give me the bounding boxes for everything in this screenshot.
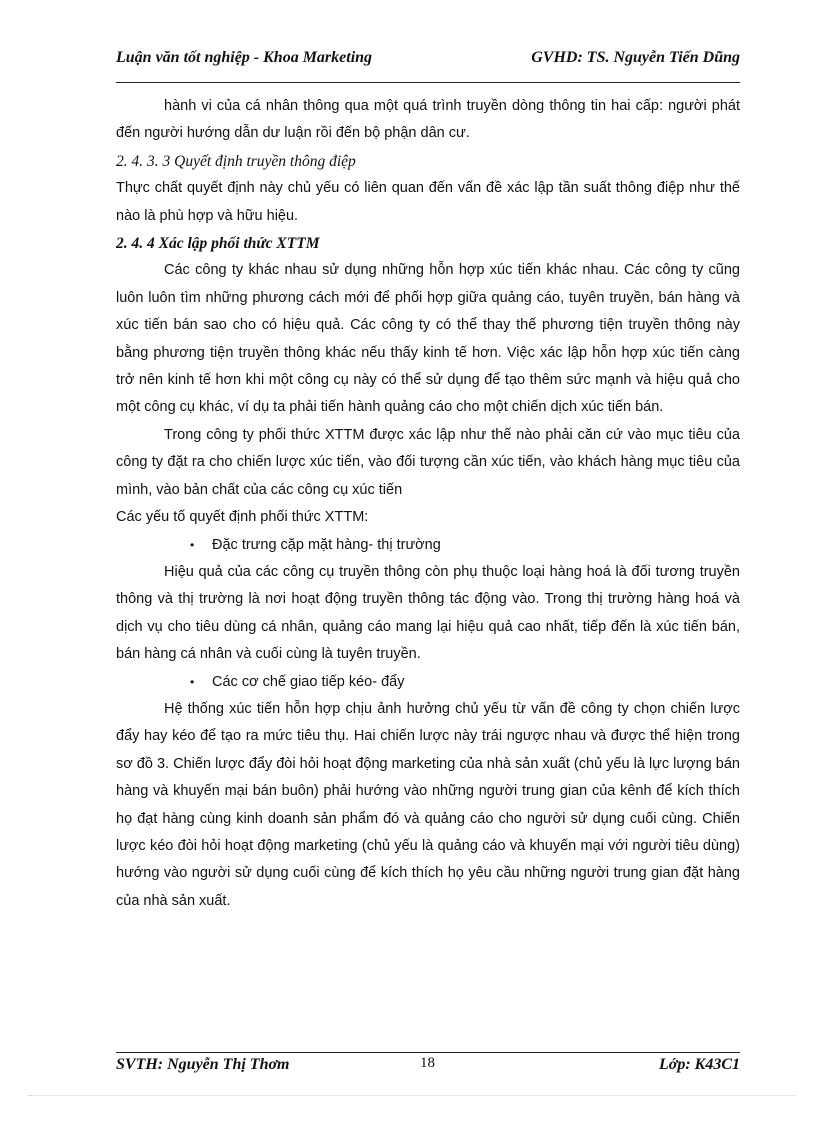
header-thesis-title: Luận văn tốt nghiệp - Khoa Marketing: [116, 49, 373, 66]
paragraph-mix-basis: Trong công ty phối thức XTTM được xác lập như thế nào phải căn cứ vào mục tiêu của công ty đặt ra cho chiến lược xúc tiến, vào đối tượng cần xúc tiến, vào khách hàng mục tiêu của mình, vào bản chất của các công cụ xúc tiến: [116, 426, 740, 498]
paragraph-continuation: hành vi của cá nhân thông qua một quá trình truyền dòng thông tin hai cấp: người phát đến người hướng dẫn dư luận rồi đến bộ phận dân cư.: [116, 98, 740, 142]
paragraph-tool-effectiveness: Hiệu quả của các công cụ truyền thông còn phụ thuộc loại hàng hoá là đối tương truyền thông và thị trường là nơi hoạt động truyền thông tác động vào. Trong thị trường hàng hoá và dịch vụ cho tiêu dùng cá nhân, quảng cáo mang lại hiệu quả cao nhất, tiếp đến là xúc tiến bán, bán hàng cá nhân và cuối cùng là tuyên truyền.: [116, 563, 740, 663]
bullet-item-product-market: [116, 532, 740, 559]
bullet-label: Các cơ chế giao tiếp kéo- đẩy: [212, 673, 405, 690]
section-heading-2-4-3-3: 2. 4. 3. 3 Quyết định truyền thông điệp: [116, 152, 356, 170]
paragraph-promotion-mix: Các công ty khác nhau sử dụng những hỗn hợp xúc tiến khác nhau. Các công ty cũng luôn luôn tìm những phương cách mới để phối hợp giữa quảng cáo, tuyên truyền, bán hàng và xúc tiến bán sao cho có hiệu quả. Các công ty có thể thay thế phương tiện truyền thông này bằng phương tiện truyền thông khác nếu thấy kinh tế hơn. Việc xác lập hỗn hợp xúc tiến càng trở nên kinh tế hơn khi một công cụ này có thể sử dụng để tạo thêm sức mạnh và hiệu quả cho một công cụ khác, ví dụ ta phải tiến hành quảng cáo cho một chiến dịch xúc tiến bán.: [116, 262, 740, 416]
bullet-label: Đặc trưng cặp mặt hàng- thị trường: [212, 536, 441, 553]
page-header: [116, 49, 740, 71]
bullet-icon: •: [190, 537, 195, 552]
paragraph-message-decision: Thực chất quyết định này chủ yếu có liên quan đến vấn đề xác lập tần suất thông điệp như thế nào là phù hợp và hữu hiệu.: [116, 180, 740, 224]
header-supervisor: GVHD: TS. Nguyễn Tiến Dũng: [531, 49, 740, 66]
page-number: 18: [420, 1055, 435, 1071]
footer-student: SVTH: Nguyễn Thị Thơm: [116, 1056, 290, 1073]
footer-class: Lớp: K43C1: [658, 1056, 740, 1073]
section-heading-2-4-4: 2. 4. 4 Xác lập phối thức XTTM: [116, 235, 320, 253]
paragraph-push-pull-strategy: Hệ thống xúc tiến hỗn hợp chịu ảnh hưởng chủ yếu từ vấn đề công ty chọn chiến lược đẩy hay kéo để tạo ra mức tiêu thụ. Hai chiến lược này trái ngược nhau và được thể hiện trong sơ đồ 3. Chiến lược đẩy đòi hỏi hoạt động marketing của nhà sản xuất (chủ yếu là lực lượng bán hàng và khuyến mại bán buôn) phải hướng vào những người trung gian của kênh để kích thích họ đạt hàng cùng kinh doanh sản phẩm đó và quảng cáo cho người sử dụng cuối cùng. Chiến lược kéo đòi hỏi hoạt động marketing (chủ yếu là quảng cáo và khuyến mại với người tiêu dùng) hướng vào người sử dụng cuối cùng để kích thích họ yêu cầu những người trung gian đặt hàng của nhà sản xuất.: [116, 700, 740, 909]
footer-divider: [116, 1052, 740, 1053]
paragraph-factors-intro: Các yếu tố quyết định phối thức XTTM:: [116, 509, 369, 526]
page-edge-line: [28, 1095, 796, 1096]
page-body: [116, 93, 740, 915]
bullet-icon: •: [190, 674, 195, 689]
bullet-item-push-pull: [116, 669, 740, 696]
page-footer: [116, 1056, 740, 1078]
header-divider: [116, 82, 740, 83]
